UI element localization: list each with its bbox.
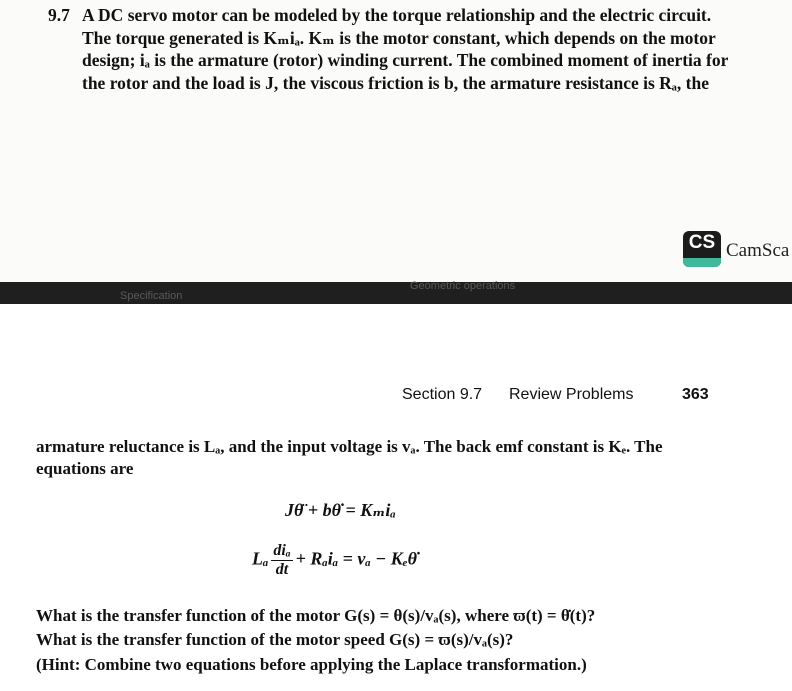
equation-torque: Jθ̈ + bθ̇ = Kₘiₐ xyxy=(285,500,396,520)
camscanner-watermark: CamSca xyxy=(726,240,790,261)
camscanner-logo-text: CS xyxy=(688,232,716,253)
fraction-denominator: dt xyxy=(275,561,289,578)
continued-paragraph xyxy=(36,436,776,480)
problem-line-1: 9.7 A DC servo motor can be modeled by the torque relationship and the electric circuit. xyxy=(48,5,712,25)
header-section: Section 9.7 xyxy=(402,386,483,403)
paragraph-line-1: armature reluctance is Lₐ, and the input voltage is vₐ. The back emf constant is Kₑ. The xyxy=(36,437,663,456)
fraction-numerator: diₐ xyxy=(273,542,291,559)
running-header-title: Review Problems xyxy=(509,386,634,403)
hint: (Hint: Combine two equations before applying the Laplace transformation.) xyxy=(36,655,587,674)
eq2-prefix: Lₐ xyxy=(252,548,269,569)
top-page-scan xyxy=(0,0,792,282)
logo-stripe xyxy=(683,258,721,267)
problem-line-4: the rotor and the load is J, the viscous friction is b, the armature resistance is Rₐ, the xyxy=(82,72,709,93)
problem-line-2: The torque generated is Kₘiₐ. Kₘ is the motor constant, which depends on the motor xyxy=(82,27,716,48)
page-separator-band xyxy=(0,282,792,304)
camscanner-logo xyxy=(683,231,721,267)
band-ghost-text-left: Specification xyxy=(120,290,183,302)
paragraph-line-2: equations are xyxy=(36,459,134,478)
eq2-suffix: + Rₐiₐ = vₐ − Kₑθ̇ xyxy=(295,548,418,569)
problem-9-7 xyxy=(48,4,788,94)
derivative-fraction xyxy=(271,542,292,579)
question-2: What is the transfer function of the motor speed G(s) = ϖ(s)/vₐ(s)? xyxy=(36,630,514,649)
running-header-section xyxy=(402,386,482,404)
page-number: 363 xyxy=(682,386,709,403)
problem-number: 9.7 xyxy=(48,5,70,25)
equation-circuit xyxy=(252,542,417,579)
band-ghost-text-right: Geometric operations xyxy=(410,280,516,292)
question-1: What is the transfer function of the motor G(s) = θ(s)/vₐ(s), where ϖ(t) = θ̇(t)? xyxy=(36,606,596,625)
problem-line-3: design; iₐ is the armature (rotor) winding current. The combined moment of inertia for xyxy=(82,50,729,70)
